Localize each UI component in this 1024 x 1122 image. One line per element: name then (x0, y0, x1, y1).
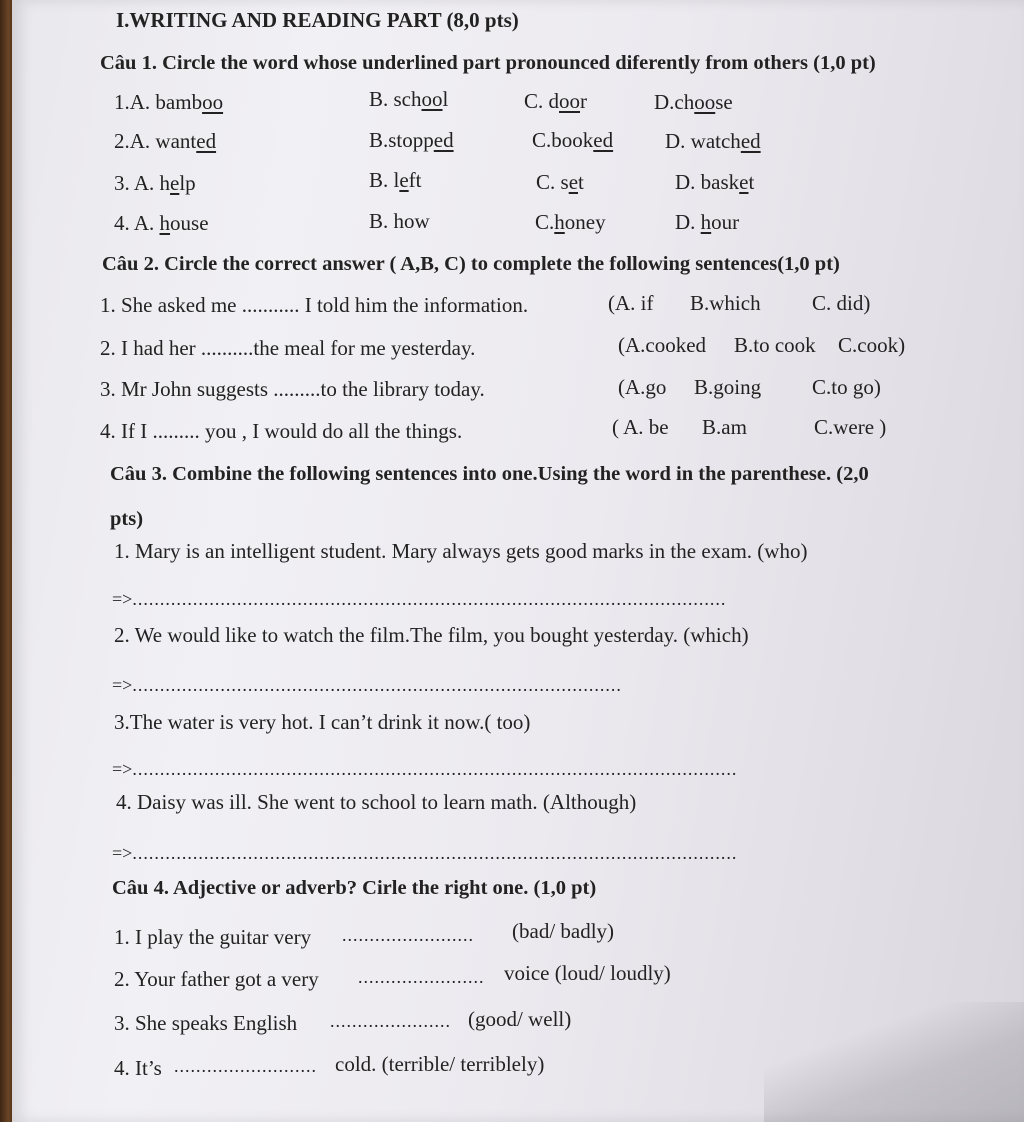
q4-item-4-choices: cold. (terrible/ terriblely) (335, 1052, 545, 1076)
q2-heading: Câu 2. Circle the correct answer ( A,B, C) to complete the following sentences(1,0 pt) (102, 253, 840, 275)
q1-row2-option-c[interactable]: C.booked (532, 128, 614, 152)
q2-row2-option-a[interactable]: (A.cooked (618, 333, 707, 357)
arrow-icon: => (112, 759, 133, 779)
q1-row3-option-c[interactable]: C. set (536, 170, 584, 194)
q3-item-1-answer-line[interactable]: =>............................................................................................................ (112, 589, 727, 609)
q2-sentence-3: 3. Mr John suggests .........to the library today. (100, 377, 485, 401)
arrow-icon: => (112, 843, 133, 863)
q2-row3-option-b[interactable]: B.going (694, 375, 762, 399)
q2-row3-option-c[interactable]: C.to go) (812, 375, 881, 399)
q3-heading-line-2: pts) (110, 508, 144, 530)
q2-row1-option-c[interactable]: C. did) (812, 291, 871, 315)
q4-item-1-choices: (bad/ badly) (512, 919, 615, 943)
q2-row2-option-c[interactable]: C.cook) (838, 333, 906, 357)
q3-item-2-text: 2. We would like to watch the film.The film, you bought yesterday. (which) (114, 623, 749, 647)
q2-sentence-1: 1. She asked me ........... I told him the information. (100, 293, 529, 317)
q2-row2-option-b[interactable]: B.to cook (734, 333, 816, 357)
q3-item-1-text: 1. Mary is an intelligent student. Mary always gets good marks in the exam. (who) (114, 539, 808, 563)
q1-row3-option-a[interactable]: 3. A. help (114, 171, 196, 195)
q2-sentence-4: 4. If I ......... you , I would do all the things. (100, 419, 463, 443)
q3-item-4-answer-line[interactable]: =>.............................................................................................................. (112, 843, 738, 863)
q1-row4-option-a[interactable]: 4. A. house (114, 211, 209, 235)
part-title: I.WRITING AND READING PART (8,0 pts) (116, 8, 519, 32)
q2-row3-option-a[interactable]: (A.go (618, 375, 667, 399)
q3-item-2-answer-line[interactable]: =>......................................................................................... (112, 675, 622, 695)
q4-item-4-blank[interactable]: .......................... (174, 1056, 317, 1076)
q3-heading-line-1: Câu 3. Combine the following sentences into one.Using the word in the parenthese. (2,0 (110, 463, 869, 485)
q1-row1-option-c[interactable]: C. door (524, 89, 588, 113)
q2-sentence-2: 2. I had her ..........the meal for me yesterday. (100, 336, 476, 360)
q2-row1-option-b[interactable]: B.which (690, 291, 761, 315)
q1-row1-option-b[interactable]: B. school (369, 87, 449, 111)
exam-paper (12, 0, 1024, 1122)
q1-row2-option-d[interactable]: D. watched (665, 129, 761, 153)
q4-item-1-blank[interactable]: ........................ (342, 925, 474, 945)
q1-row4-option-c[interactable]: C.honey (535, 210, 606, 234)
q1-row4-option-b[interactable]: B. how (369, 209, 430, 233)
q4-item-3-text: 3. She speaks English (114, 1011, 298, 1035)
q1-row1-option-a[interactable]: 1.A. bamboo (114, 90, 224, 114)
q4-item-4-text: 4. It’s (114, 1056, 162, 1080)
q2-row1-option-a[interactable]: (A. if (608, 291, 654, 315)
q1-heading: Câu 1. Circle the word whose underlined part pronounced diferently from others (1,0 pt) (100, 52, 876, 74)
q4-item-3-blank[interactable]: ...................... (330, 1011, 451, 1031)
q3-item-4-text: 4. Daisy was ill. She went to school to learn math. (Although) (116, 790, 637, 814)
q3-item-3-text: 3.The water is very hot. I can’t drink it now.( too) (114, 710, 531, 734)
q1-row3-option-d[interactable]: D. basket (675, 170, 755, 194)
q1-row2-option-a[interactable]: 2.A. wanted (114, 129, 217, 153)
q1-row3-option-b[interactable]: B. left (369, 168, 422, 192)
q4-heading: Câu 4. Adjective or adverb? Cirle the right one. (1,0 pt) (112, 877, 597, 899)
q1-row2-option-b[interactable]: B.stopped (369, 128, 454, 152)
q2-row4-option-b[interactable]: B.am (702, 415, 747, 439)
arrow-icon: => (112, 675, 133, 695)
q4-item-3-choices: (good/ well) (468, 1007, 572, 1031)
q4-item-2-text: 2. Your father got a very (114, 967, 319, 991)
q4-item-2-choices: voice (loud/ loudly) (504, 961, 671, 985)
q4-item-1-text: 1. I play the guitar very (114, 925, 312, 949)
q4-item-2-blank[interactable]: ....................... (358, 967, 485, 987)
q3-item-3-answer-line[interactable]: =>.............................................................................................................. (112, 759, 738, 779)
q2-row4-option-a[interactable]: ( A. be (612, 415, 669, 439)
q2-row4-option-c[interactable]: C.were ) (814, 415, 887, 439)
q1-row1-option-d[interactable]: D.choose (654, 90, 733, 114)
arrow-icon: => (112, 589, 133, 609)
q1-row4-option-d[interactable]: D. hour (675, 210, 740, 234)
